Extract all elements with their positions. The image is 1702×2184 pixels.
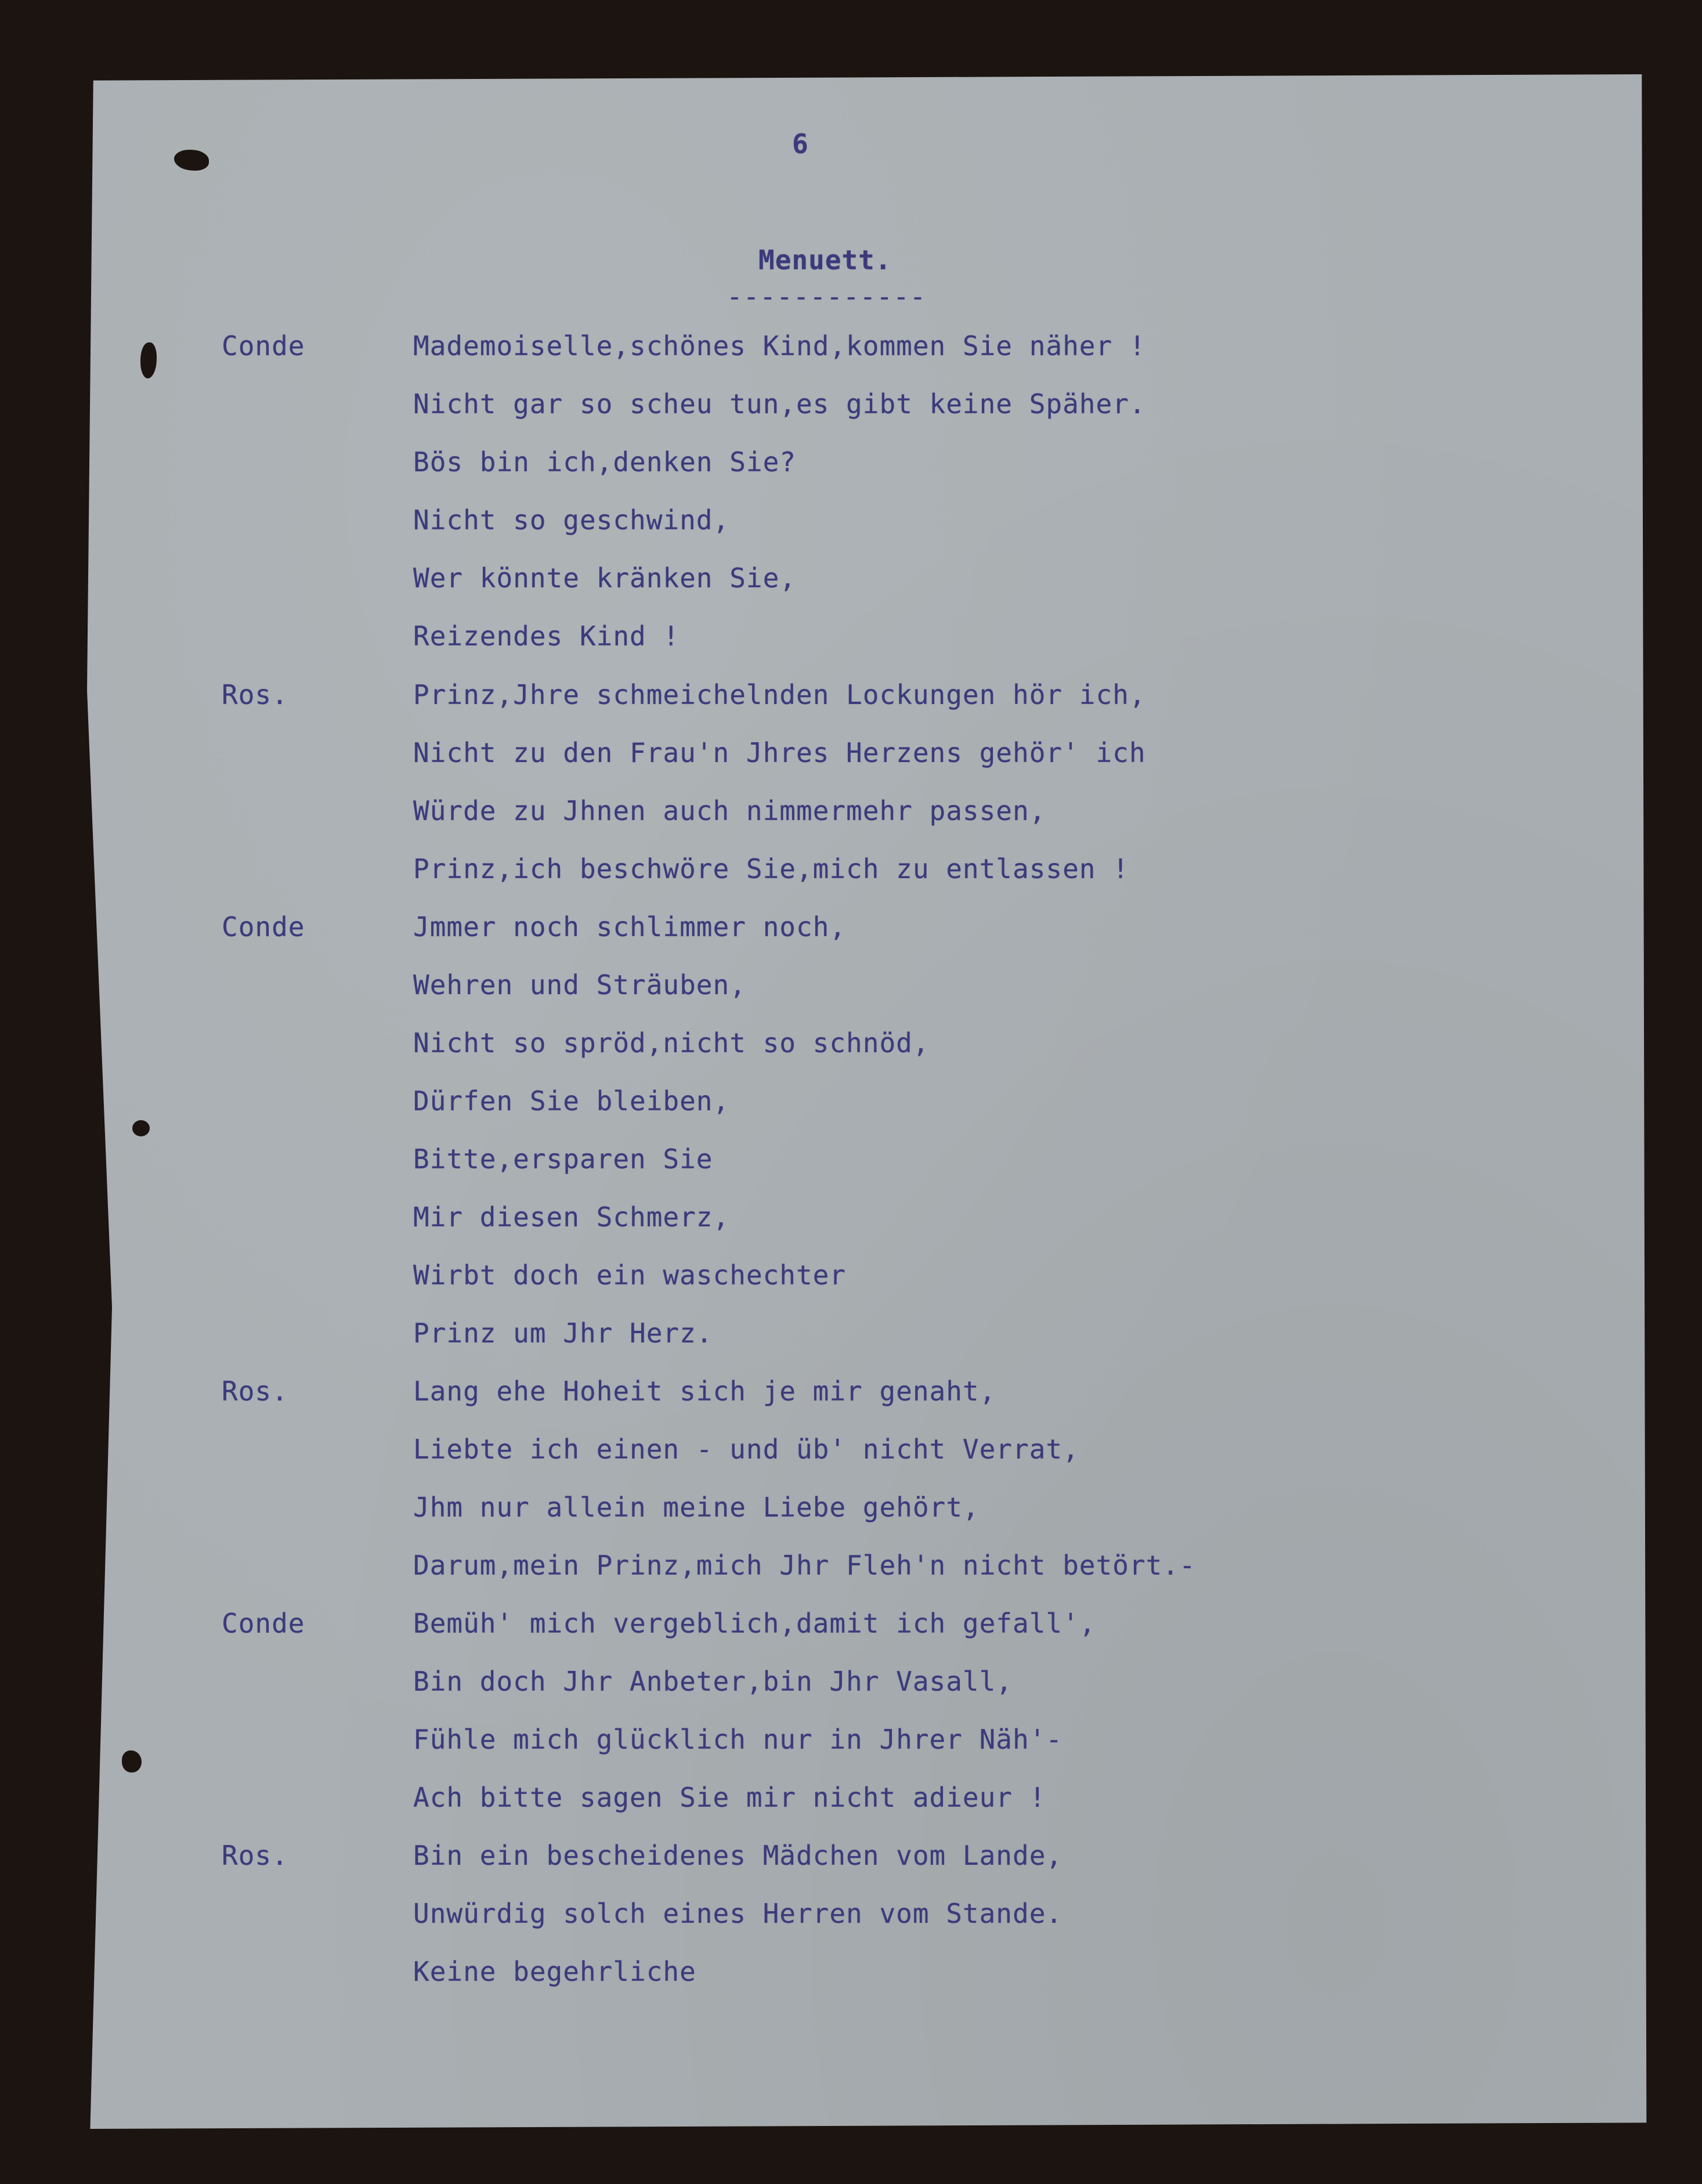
verse-line: Prinz,Jhre schmeichelnden Lockungen hör ich, <box>413 679 1146 710</box>
speaker-label: Conde <box>222 330 305 362</box>
punch-hole <box>174 150 209 171</box>
verse-line: Dürfen Sie bleiben, <box>413 1085 730 1117</box>
verse-line: Bin ein bescheidenes Mädchen vom Lande, <box>413 1840 1063 1871</box>
verse-line: Ach bitte sagen Sie mir nicht adieur ! <box>413 1782 1046 1813</box>
verse-line: Nicht gar so scheu tun,es gibt keine Späher. <box>413 388 1146 420</box>
verse-line: Wehren und Sträuben, <box>413 969 746 1001</box>
verse-line: Darum,mein Prinz,mich Jhr Fleh'n nicht betört.- <box>413 1550 1196 1581</box>
verse-line: Bemüh' mich vergeblich,damit ich gefall', <box>413 1608 1096 1639</box>
page-title: Menuett. <box>758 244 892 276</box>
typewritten-page <box>87 74 1648 2129</box>
speaker-label: Conde <box>222 1608 305 1639</box>
verse-line: Reizendes Kind ! <box>413 620 680 652</box>
verse-line: Mir diesen Schmerz, <box>413 1201 730 1233</box>
punch-hole <box>132 1120 150 1136</box>
speaker-label: Conde <box>222 911 305 943</box>
verse-line: Nicht so spröd,nicht so schnöd, <box>413 1027 930 1059</box>
verse-line: Bin doch Jhr Anbeter,bin Jhr Vasall, <box>413 1666 1013 1697</box>
verse-line: Prinz um Jhr Herz. <box>413 1317 713 1349</box>
verse-line: Fühle mich glücklich nur in Jhrer Näh'- <box>413 1724 1063 1755</box>
verse-line: Keine begehrliche <box>413 1956 696 1987</box>
verse-line: Wirbt doch ein waschechter <box>413 1259 847 1291</box>
punch-hole <box>140 342 157 378</box>
speaker-label: Ros. <box>222 679 288 710</box>
title-underline: ------------ <box>727 281 927 312</box>
verse-line: Prinz,ich beschwöre Sie,mich zu entlassen ! <box>413 853 1129 885</box>
page-number: 6 <box>792 128 809 160</box>
verse-line: Mademoiselle,schönes Kind,kommen Sie näher ! <box>413 330 1146 362</box>
verse-line: Bitte,ersparen Sie <box>413 1143 713 1175</box>
verse-line: Bös bin ich,denken Sie? <box>413 446 796 478</box>
punch-hole <box>122 1750 142 1773</box>
verse-line: Unwürdig solch eines Herren vom Stande. <box>413 1898 1063 1929</box>
verse-line: Wer könnte kränken Sie, <box>413 562 796 594</box>
speaker-label: Ros. <box>222 1376 288 1407</box>
verse-line: Nicht zu den Frau'n Jhres Herzens gehör' ich <box>413 737 1146 768</box>
verse-line: Würde zu Jhnen auch nimmermehr passen, <box>413 795 1046 826</box>
verse-line: Liebte ich einen - und üb' nicht Verrat, <box>413 1434 1079 1465</box>
verse-line: Nicht so geschwind, <box>413 504 730 536</box>
verse-line: Lang ehe Hoheit sich je mir genaht, <box>413 1376 996 1407</box>
verse-line: Jmmer noch schlimmer noch, <box>413 911 847 943</box>
verse-line: Jhm nur allein meine Liebe gehört, <box>413 1492 980 1523</box>
speaker-label: Ros. <box>222 1840 288 1871</box>
